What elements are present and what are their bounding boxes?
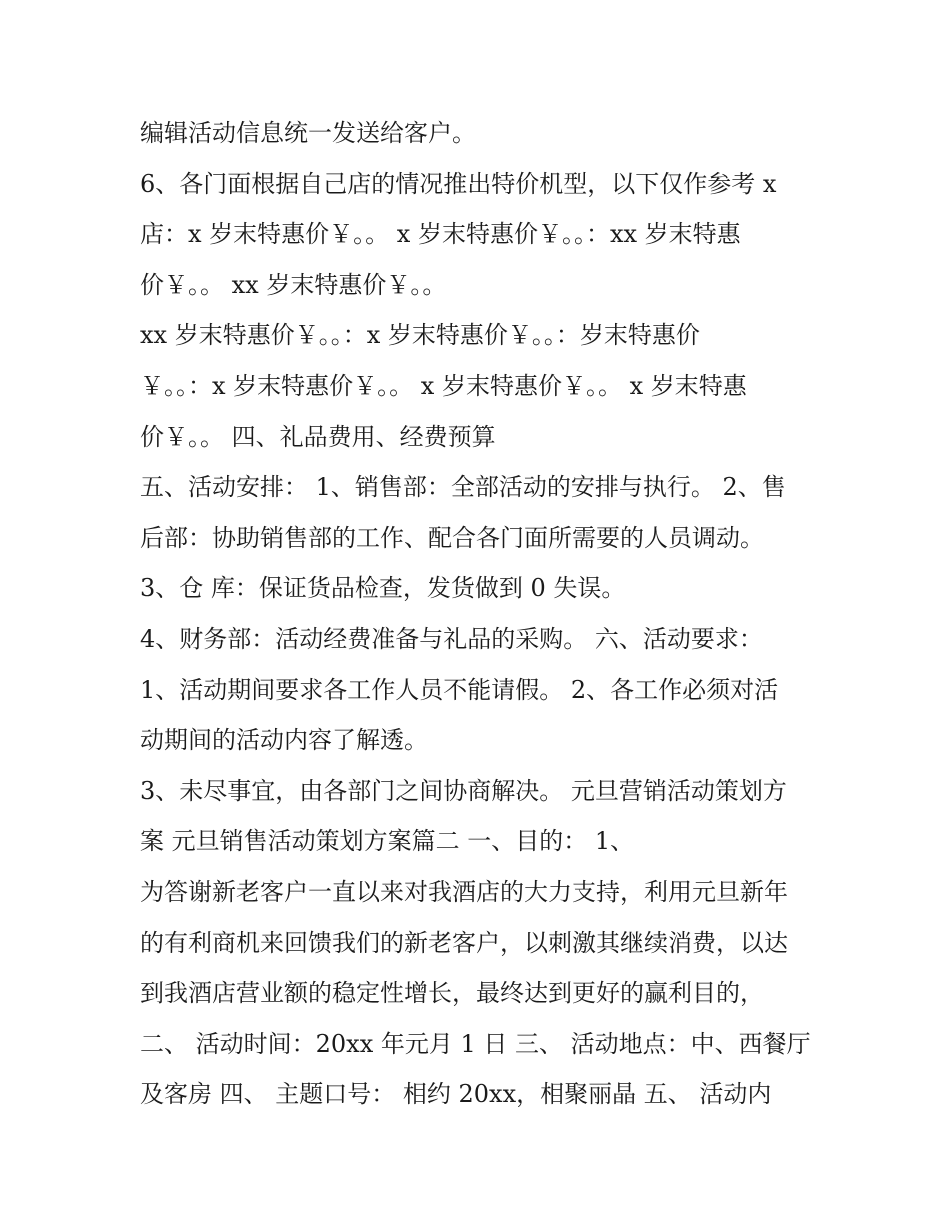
- text-line: 后部：协助销售部的工作、配合各门面所需要的人员调动。: [140, 523, 764, 552]
- text-line: 6、各门面根据自己店的情况推出特价机型，以下仅作参考 x: [140, 169, 777, 198]
- text-line: 1、活动期间要求各工作人员不能请假。 2、各工作必须对活: [140, 675, 779, 704]
- text-line: 为答谢新老客户一直以来对我酒店的大力支持，利用元旦新年: [140, 877, 788, 906]
- text-line: 4、财务部：活动经费准备与礼品的采购。 六、活动要求：: [140, 624, 763, 653]
- text-line: 及客房 四、 主题口号： 相约 20xx，相聚丽晶 五、 活动内: [140, 1080, 772, 1109]
- text-line: xx 岁末特惠价￥。。：x 岁末特惠价￥。。：岁末特惠价: [140, 321, 700, 350]
- text-line: 3、未尽事宜，由各部门之间协商解决。 元旦营销活动策划方: [140, 776, 787, 805]
- text-line: 店：x 岁末特惠价￥。。 x 岁末特惠价￥。。：xx 岁末特惠: [140, 220, 741, 249]
- text-line: 的有利商机来回馈我们的新老客户，以刺激其继续消费，以达: [140, 928, 788, 957]
- text-line: 到我酒店营业额的稳定性增长，最终达到更好的赢利目的，: [140, 979, 764, 1008]
- text-line: 二、 活动时间：20xx 年元月 1 日 三、 活动地点：中、西餐厅: [140, 1029, 811, 1058]
- text-line: 价￥。。 四、礼品费用、经费预算: [140, 422, 496, 451]
- text-line: 动期间的活动内容了解透。: [140, 726, 428, 755]
- text-line: 案 元旦销售活动策划方案篇二 一、目的： 1、: [140, 827, 635, 856]
- text-line: ￥。。：x 岁末特惠价￥。。 x 岁末特惠价￥。。 x 岁末特惠: [140, 371, 747, 400]
- document-body: [140, 108, 830, 1120]
- text-line: 价￥。。 xx 岁末特惠价￥。。: [140, 270, 447, 299]
- text-line: 五、活动安排： 1、销售部：全部活动的安排与执行。 2、售: [140, 473, 786, 502]
- text-line: 3、仓 库：保证货品检查，发货做到 0 失误。: [140, 574, 626, 603]
- text-line: 编辑活动信息统一发送给客户。: [140, 119, 476, 147]
